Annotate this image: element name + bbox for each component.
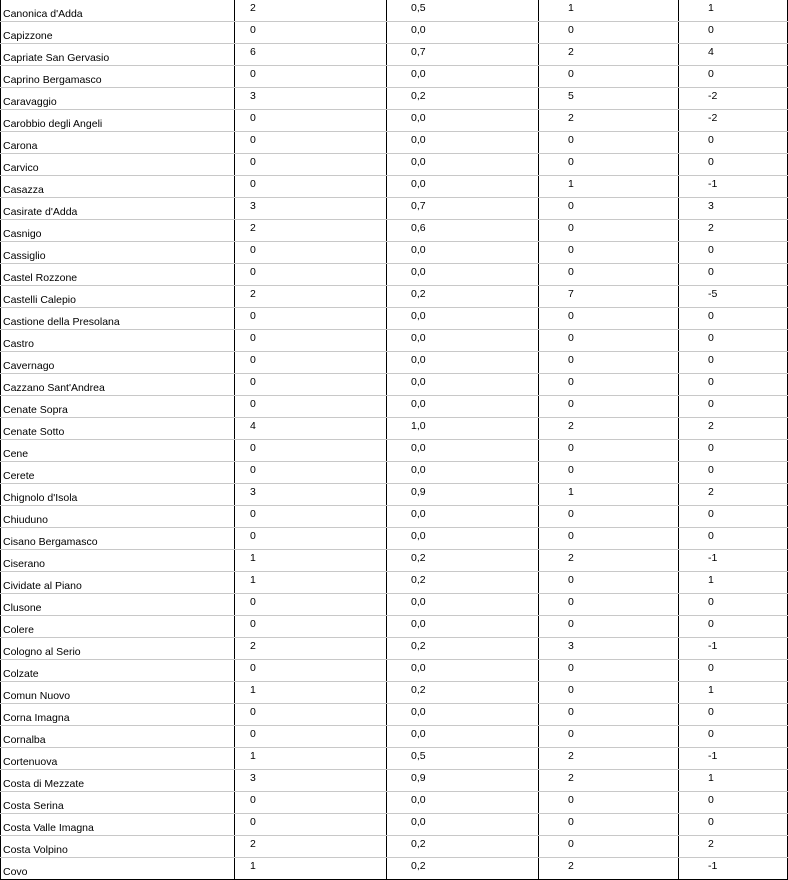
value-col-1-cell: 6 xyxy=(235,44,387,66)
value-col-1-cell: 1 xyxy=(235,682,387,704)
value-col-2-cell: 0,7 xyxy=(387,198,539,220)
municipality-name-cell: Cassiglio xyxy=(1,242,235,264)
value-col-4-cell: 2 xyxy=(679,836,788,858)
value-col-2-cell: 0,0 xyxy=(387,352,539,374)
value-col-2-cell: 0,0 xyxy=(387,528,539,550)
municipality-name-cell: Chignolo d'Isola xyxy=(1,484,235,506)
value-col-3-cell: 0 xyxy=(539,374,679,396)
municipality-name-cell: Cortenuova xyxy=(1,748,235,770)
value-col-3-cell: 2 xyxy=(539,748,679,770)
table-row xyxy=(1,132,788,154)
table-row xyxy=(1,462,788,484)
municipality-name-cell: Corna Imagna xyxy=(1,704,235,726)
value-col-4-cell: 1 xyxy=(679,0,788,22)
value-col-3-cell: 0 xyxy=(539,330,679,352)
value-col-4-cell: 0 xyxy=(679,704,788,726)
value-col-4-cell: 0 xyxy=(679,726,788,748)
table-row xyxy=(1,220,788,242)
value-col-1-cell: 3 xyxy=(235,770,387,792)
value-col-4-cell: 0 xyxy=(679,440,788,462)
value-col-4-cell: -1 xyxy=(679,858,788,880)
value-col-1-cell: 3 xyxy=(235,88,387,110)
value-col-1-cell: 2 xyxy=(235,220,387,242)
municipality-name-cell: Chiuduno xyxy=(1,506,235,528)
value-col-1-cell: 0 xyxy=(235,308,387,330)
value-col-3-cell: 0 xyxy=(539,462,679,484)
table-row xyxy=(1,704,788,726)
value-col-4-cell: 0 xyxy=(679,616,788,638)
value-col-2-cell: 0,0 xyxy=(387,660,539,682)
municipality-name-cell: Capriate San Gervasio xyxy=(1,44,235,66)
table-row xyxy=(1,770,788,792)
value-col-4-cell: 0 xyxy=(679,154,788,176)
value-col-3-cell: 1 xyxy=(539,484,679,506)
value-col-4-cell: 2 xyxy=(679,220,788,242)
value-col-1-cell: 3 xyxy=(235,484,387,506)
municipality-name-cell: Castel Rozzone xyxy=(1,264,235,286)
value-col-4-cell: 0 xyxy=(679,594,788,616)
table-row xyxy=(1,396,788,418)
value-col-2-cell: 0,2 xyxy=(387,286,539,308)
municipality-name-cell: Costa Valle Imagna xyxy=(1,814,235,836)
value-col-3-cell: 0 xyxy=(539,660,679,682)
table-row xyxy=(1,572,788,594)
value-col-4-cell: 0 xyxy=(679,792,788,814)
value-col-3-cell: 0 xyxy=(539,220,679,242)
value-col-3-cell: 0 xyxy=(539,396,679,418)
value-col-1-cell: 0 xyxy=(235,242,387,264)
value-col-4-cell: 0 xyxy=(679,264,788,286)
table-row xyxy=(1,242,788,264)
value-col-3-cell: 0 xyxy=(539,616,679,638)
municipality-name-cell: Cologno al Serio xyxy=(1,638,235,660)
value-col-2-cell: 0,0 xyxy=(387,308,539,330)
value-col-3-cell: 5 xyxy=(539,88,679,110)
municipality-name-cell: Cerete xyxy=(1,462,235,484)
value-col-3-cell: 0 xyxy=(539,528,679,550)
value-col-3-cell: 0 xyxy=(539,792,679,814)
value-col-3-cell: 0 xyxy=(539,506,679,528)
municipality-name-cell: Casirate d'Adda xyxy=(1,198,235,220)
table-row xyxy=(1,88,788,110)
value-col-3-cell: 0 xyxy=(539,352,679,374)
table-row xyxy=(1,44,788,66)
value-col-4-cell: 0 xyxy=(679,352,788,374)
value-col-1-cell: 1 xyxy=(235,858,387,880)
municipality-name-cell: Carona xyxy=(1,132,235,154)
value-col-4-cell: 2 xyxy=(679,484,788,506)
municipality-name-cell: Costa di Mezzate xyxy=(1,770,235,792)
value-col-1-cell: 0 xyxy=(235,506,387,528)
municipality-name-cell: Colere xyxy=(1,616,235,638)
value-col-2-cell: 0,0 xyxy=(387,704,539,726)
municipality-name-cell: Cene xyxy=(1,440,235,462)
value-col-3-cell: 2 xyxy=(539,770,679,792)
value-col-3-cell: 0 xyxy=(539,594,679,616)
value-col-4-cell: 0 xyxy=(679,396,788,418)
value-col-4-cell: 2 xyxy=(679,418,788,440)
value-col-4-cell: 0 xyxy=(679,528,788,550)
value-col-2-cell: 0,0 xyxy=(387,154,539,176)
table-row xyxy=(1,374,788,396)
value-col-1-cell: 0 xyxy=(235,66,387,88)
value-col-3-cell: 0 xyxy=(539,242,679,264)
municipality-name-cell: Casazza xyxy=(1,176,235,198)
table-row xyxy=(1,616,788,638)
value-col-2-cell: 0,9 xyxy=(387,484,539,506)
value-col-4-cell: 0 xyxy=(679,66,788,88)
value-col-1-cell: 2 xyxy=(235,836,387,858)
value-col-1-cell: 0 xyxy=(235,594,387,616)
table-row xyxy=(1,748,788,770)
value-col-3-cell: 0 xyxy=(539,440,679,462)
table-row xyxy=(1,154,788,176)
value-col-3-cell: 2 xyxy=(539,858,679,880)
municipality-name-cell: Cividate al Piano xyxy=(1,572,235,594)
value-col-4-cell: 0 xyxy=(679,308,788,330)
table-row xyxy=(1,726,788,748)
value-col-2-cell: 0,0 xyxy=(387,374,539,396)
table-row xyxy=(1,22,788,44)
value-col-2-cell: 0,0 xyxy=(387,330,539,352)
value-col-2-cell: 0,2 xyxy=(387,836,539,858)
municipality-name-cell: Casnigo xyxy=(1,220,235,242)
value-col-4-cell: 4 xyxy=(679,44,788,66)
municipality-name-cell: Cenate Sopra xyxy=(1,396,235,418)
table-row xyxy=(1,418,788,440)
value-col-1-cell: 0 xyxy=(235,704,387,726)
value-col-3-cell: 0 xyxy=(539,704,679,726)
value-col-1-cell: 0 xyxy=(235,440,387,462)
value-col-2-cell: 0,0 xyxy=(387,176,539,198)
value-col-4-cell: 0 xyxy=(679,242,788,264)
table-row xyxy=(1,858,788,880)
value-col-3-cell: 0 xyxy=(539,22,679,44)
value-col-1-cell: 0 xyxy=(235,176,387,198)
municipality-name-cell: Cenate Sotto xyxy=(1,418,235,440)
value-col-2-cell: 0,6 xyxy=(387,220,539,242)
table-row xyxy=(1,264,788,286)
value-col-1-cell: 0 xyxy=(235,396,387,418)
value-col-2-cell: 0,2 xyxy=(387,638,539,660)
municipality-name-cell: Clusone xyxy=(1,594,235,616)
table-row xyxy=(1,440,788,462)
value-col-4-cell: 0 xyxy=(679,506,788,528)
table-row xyxy=(1,0,788,22)
municipality-name-cell: Colzate xyxy=(1,660,235,682)
municipality-name-cell: Covo xyxy=(1,858,235,880)
value-col-2-cell: 0,2 xyxy=(387,88,539,110)
value-col-1-cell: 2 xyxy=(235,286,387,308)
value-col-1-cell: 1 xyxy=(235,550,387,572)
value-col-2-cell: 0,0 xyxy=(387,506,539,528)
value-col-3-cell: 0 xyxy=(539,726,679,748)
value-col-3-cell: 0 xyxy=(539,814,679,836)
value-col-4-cell: 0 xyxy=(679,132,788,154)
value-col-2-cell: 0,0 xyxy=(387,242,539,264)
value-col-1-cell: 0 xyxy=(235,616,387,638)
value-col-2-cell: 0,0 xyxy=(387,616,539,638)
value-col-1-cell: 3 xyxy=(235,198,387,220)
value-col-3-cell: 0 xyxy=(539,198,679,220)
value-col-2-cell: 0,5 xyxy=(387,748,539,770)
table-row xyxy=(1,506,788,528)
value-col-1-cell: 0 xyxy=(235,792,387,814)
table-row xyxy=(1,638,788,660)
table-row xyxy=(1,484,788,506)
value-col-2-cell: 0,0 xyxy=(387,726,539,748)
value-col-4-cell: -1 xyxy=(679,176,788,198)
table-row xyxy=(1,176,788,198)
municipality-name-cell: Castelli Calepio xyxy=(1,286,235,308)
value-col-3-cell: 0 xyxy=(539,836,679,858)
value-col-1-cell: 0 xyxy=(235,660,387,682)
value-col-3-cell: 2 xyxy=(539,44,679,66)
table-row xyxy=(1,528,788,550)
table-row xyxy=(1,330,788,352)
value-col-4-cell: -2 xyxy=(679,88,788,110)
value-col-3-cell: 3 xyxy=(539,638,679,660)
value-col-2-cell: 0,0 xyxy=(387,264,539,286)
municipality-name-cell: Capizzone xyxy=(1,22,235,44)
value-col-2-cell: 0,0 xyxy=(387,110,539,132)
table-row xyxy=(1,308,788,330)
municipality-name-cell: Caprino Bergamasco xyxy=(1,66,235,88)
table-body xyxy=(1,0,788,880)
municipality-name-cell: Ciserano xyxy=(1,550,235,572)
value-col-3-cell: 2 xyxy=(539,550,679,572)
value-col-4-cell: -1 xyxy=(679,550,788,572)
value-col-2-cell: 0,0 xyxy=(387,22,539,44)
table-row xyxy=(1,594,788,616)
value-col-3-cell: 0 xyxy=(539,572,679,594)
value-col-4-cell: 0 xyxy=(679,374,788,396)
table-row xyxy=(1,660,788,682)
municipality-name-cell: Costa Serina xyxy=(1,792,235,814)
value-col-1-cell: 0 xyxy=(235,352,387,374)
value-col-1-cell: 0 xyxy=(235,814,387,836)
value-col-4-cell: 0 xyxy=(679,660,788,682)
value-col-2-cell: 1,0 xyxy=(387,418,539,440)
value-col-2-cell: 0,0 xyxy=(387,594,539,616)
table-row xyxy=(1,198,788,220)
municipality-name-cell: Carvico xyxy=(1,154,235,176)
value-col-4-cell: 0 xyxy=(679,330,788,352)
table-row xyxy=(1,792,788,814)
municipality-name-cell: Canonica d'Adda xyxy=(1,0,235,22)
municipality-name-cell: Castro xyxy=(1,330,235,352)
value-col-3-cell: 0 xyxy=(539,154,679,176)
value-col-2-cell: 0,0 xyxy=(387,814,539,836)
municipality-name-cell: Cazzano Sant'Andrea xyxy=(1,374,235,396)
value-col-3-cell: 0 xyxy=(539,66,679,88)
value-col-1-cell: 0 xyxy=(235,154,387,176)
value-col-1-cell: 0 xyxy=(235,726,387,748)
value-col-2-cell: 0,2 xyxy=(387,550,539,572)
municipality-name-cell: Carobbio degli Angeli xyxy=(1,110,235,132)
value-col-3-cell: 2 xyxy=(539,110,679,132)
table-row xyxy=(1,66,788,88)
value-col-1-cell: 1 xyxy=(235,572,387,594)
value-col-1-cell: 0 xyxy=(235,22,387,44)
value-col-1-cell: 0 xyxy=(235,264,387,286)
value-col-2-cell: 0,0 xyxy=(387,66,539,88)
table-row xyxy=(1,682,788,704)
value-col-3-cell: 0 xyxy=(539,132,679,154)
municipality-name-cell: Comun Nuovo xyxy=(1,682,235,704)
value-col-1-cell: 0 xyxy=(235,132,387,154)
value-col-2-cell: 0,2 xyxy=(387,682,539,704)
value-col-4-cell: 0 xyxy=(679,22,788,44)
value-col-4-cell: 1 xyxy=(679,770,788,792)
value-col-2-cell: 0,0 xyxy=(387,440,539,462)
value-col-1-cell: 0 xyxy=(235,110,387,132)
value-col-2-cell: 0,2 xyxy=(387,572,539,594)
value-col-4-cell: -1 xyxy=(679,638,788,660)
value-col-4-cell: 0 xyxy=(679,814,788,836)
value-col-4-cell: -1 xyxy=(679,748,788,770)
value-col-3-cell: 0 xyxy=(539,682,679,704)
table-row xyxy=(1,814,788,836)
value-col-4-cell: -2 xyxy=(679,110,788,132)
value-col-2-cell: 0,0 xyxy=(387,396,539,418)
table-row xyxy=(1,836,788,858)
value-col-4-cell: 3 xyxy=(679,198,788,220)
value-col-1-cell: 0 xyxy=(235,462,387,484)
municipality-name-cell: Cavernago xyxy=(1,352,235,374)
value-col-1-cell: 0 xyxy=(235,528,387,550)
value-col-2-cell: 0,7 xyxy=(387,44,539,66)
value-col-4-cell: 0 xyxy=(679,462,788,484)
value-col-3-cell: 0 xyxy=(539,264,679,286)
value-col-2-cell: 0,0 xyxy=(387,462,539,484)
value-col-3-cell: 2 xyxy=(539,418,679,440)
value-col-3-cell: 7 xyxy=(539,286,679,308)
value-col-1-cell: 0 xyxy=(235,330,387,352)
municipality-name-cell: Cornalba xyxy=(1,726,235,748)
municipality-name-cell: Cisano Bergamasco xyxy=(1,528,235,550)
value-col-2-cell: 0,0 xyxy=(387,792,539,814)
value-col-2-cell: 0,5 xyxy=(387,0,539,22)
table-row xyxy=(1,286,788,308)
value-col-1-cell: 2 xyxy=(235,0,387,22)
table-row xyxy=(1,352,788,374)
value-col-2-cell: 0,0 xyxy=(387,132,539,154)
municipality-name-cell: Caravaggio xyxy=(1,88,235,110)
value-col-1-cell: 2 xyxy=(235,638,387,660)
value-col-1-cell: 1 xyxy=(235,748,387,770)
value-col-2-cell: 0,9 xyxy=(387,770,539,792)
table-row xyxy=(1,110,788,132)
value-col-4-cell: 1 xyxy=(679,682,788,704)
municipality-name-cell: Castione della Presolana xyxy=(1,308,235,330)
value-col-3-cell: 1 xyxy=(539,176,679,198)
value-col-2-cell: 0,2 xyxy=(387,858,539,880)
table-row xyxy=(1,550,788,572)
value-col-4-cell: 1 xyxy=(679,572,788,594)
value-col-3-cell: 1 xyxy=(539,0,679,22)
value-col-3-cell: 0 xyxy=(539,308,679,330)
value-col-1-cell: 4 xyxy=(235,418,387,440)
value-col-4-cell: -5 xyxy=(679,286,788,308)
value-col-1-cell: 0 xyxy=(235,374,387,396)
municipality-name-cell: Costa Volpino xyxy=(1,836,235,858)
